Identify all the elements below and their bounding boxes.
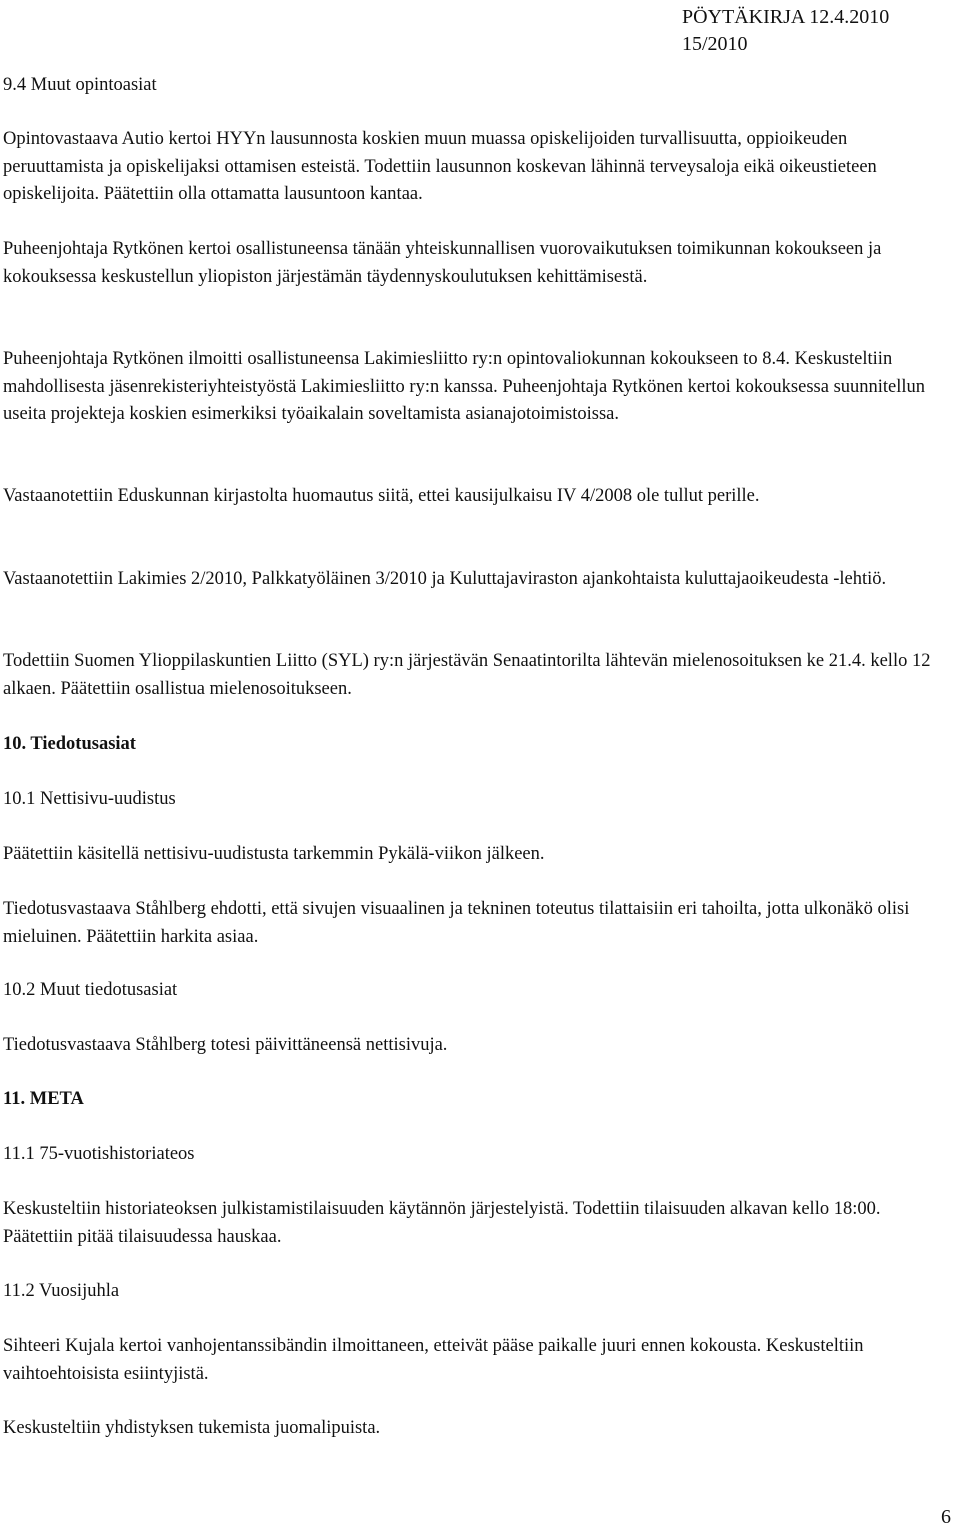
- subsection-heading-11-2: 11.2 Vuosijuhla: [3, 1281, 120, 1301]
- paragraph-hyy-statement: Opintovastaava Autio kertoi HYYn lausunnosta koskien muun muassa opiskelijoiden turvallisuutta, oppioikeuden peruuttamista ja opiskelijaksi ottamisen esteistä. Todettiin lausunnon koskevan lähinnä terveysaloja eikä oikeustieteen opiskelijoita. Päätettiin olla ottamatta lausuntoon kantaa.: [3, 129, 877, 204]
- paragraph-website-later: Päätettiin käsitellä nettisivu-uudistusta tarkemmin Pykälä-viikon jälkeen.: [3, 844, 545, 864]
- paragraph-drink-tickets: Keskusteltiin yhdistyksen tukemista juomalipuista.: [3, 1418, 381, 1438]
- document-header: [682, 4, 889, 58]
- paragraph-received-magazines: Vastaanotettiin Lakimies 2/2010, Palkkatyöläinen 3/2010 ja Kuluttajaviraston ajankohtaista kuluttajaoikeudesta -lehtiö.: [3, 569, 887, 589]
- paragraph-library-notice: Vastaanotettiin Eduskunnan kirjastolta huomautus siitä, ettei kausijulkaisu IV 4/2008 ole tullut perille.: [3, 486, 760, 506]
- subsection-heading-10-1: 10.1 Nettisivu-uudistus: [3, 789, 176, 809]
- paragraph-history-book: Keskusteltiin historiateoksen julkistamistilaisuuden käytännön järjestelyistä. Todettiin tilaisuuden alkavan kello 18:00. Päätettiin pitää tilaisuudessa hauskaa.: [3, 1199, 881, 1247]
- paragraph-band-cancel: Sihteeri Kujala kertoi vanhojentanssibändin ilmoittaneen, etteivät pääse paikalle juuri ennen kokousta. Keskusteltiin vaihtoehtoisista esiintyjistä.: [3, 1336, 864, 1384]
- section-heading-10: 10. Tiedotusasiat: [3, 734, 136, 754]
- subsection-heading-9-4: 9.4 Muut opintoasiat: [3, 75, 157, 95]
- paragraph-website-proposal: Tiedotusvastaava Ståhlberg ehdotti, että sivujen visuaalinen ja tekninen toteutus tilattaisiin eri tahoilta, jotta ulkonäkö olisi mieluinen. Päätettiin harkita asiaa.: [3, 899, 910, 947]
- paragraph-lakimiesliitto: Puheenjohtaja Rytkönen ilmoitti osallistuneensa Lakimiesliitto ry:n opintovaliokunnan kokoukseen to 8.4. Keskusteltiin mahdollisesta jäsenrekisteriyhteistyöstä Lakimiesliitto ry:n kanssa. Puheenjohtaja Rytkönen kertoi kokouksessa suunnitellun useita projekteja koskien esimerkiksi työaikalain soveltamista asianajotoimistoissa.: [3, 349, 926, 424]
- subsection-heading-11-1: 11.1 75-vuotishistoriateos: [3, 1144, 195, 1164]
- document-number: 15/2010: [682, 33, 748, 55]
- paragraph-website-updated: Tiedotusvastaava Ståhlberg totesi päivittäneensä nettisivuja.: [3, 1035, 448, 1055]
- paragraph-committee-meeting: Puheenjohtaja Rytkönen kertoi osallistuneensa tänään yhteiskunnallisen vuorovaikutuksen toimikunnan kokoukseen ja kokouksessa keskustellun yliopiston järjestämän täydennyskoulutuksen kehittämisestä.: [3, 239, 882, 287]
- subsection-heading-10-2: 10.2 Muut tiedotusasiat: [3, 980, 178, 1000]
- document-title: PÖYTÄKIRJA 12.4.2010: [682, 6, 890, 28]
- paragraph-demonstration: Todettiin Suomen Ylioppilaskuntien Liitto (SYL) ry:n järjestävän Senaatintorilta lähtevän mielenosoituksen ke 21.4. kello 12 alkaen. Päätettiin osallistua mielenosoitukseen.: [3, 651, 931, 699]
- section-heading-11: 11. META: [3, 1089, 84, 1109]
- page-number: 6: [941, 1506, 951, 1528]
